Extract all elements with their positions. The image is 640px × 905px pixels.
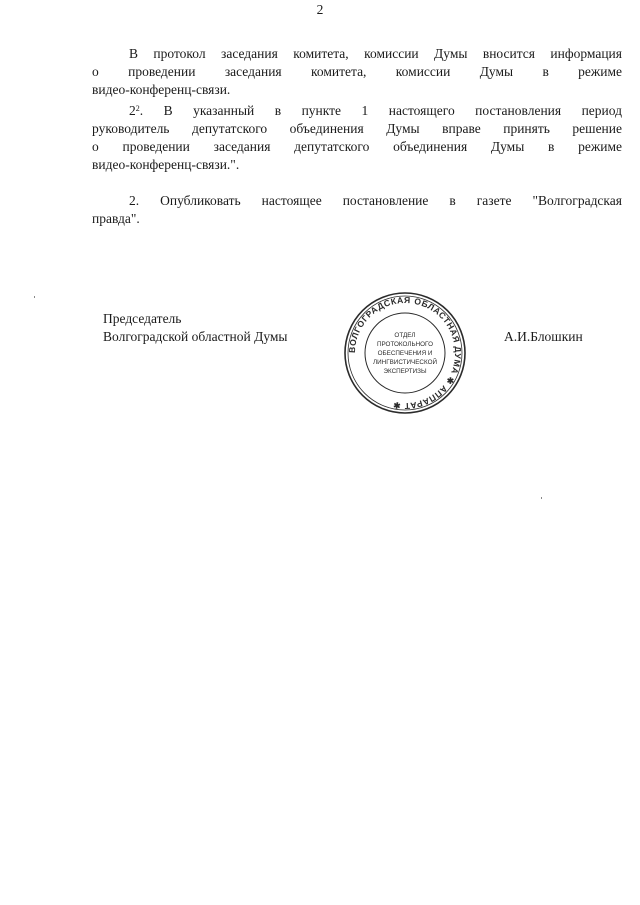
page-number: 2 [316, 2, 324, 17]
paragraph-1-line-2: о проведении заседания комитета, комиссии Думы в режиме [92, 64, 622, 79]
seal-inner-line-1: ОТДЕЛ [394, 332, 416, 339]
paragraph-2-line-3: о проведении заседания депутатского объединения Думы в режиме [92, 139, 622, 154]
scan-speck [34, 296, 35, 298]
paragraph-3-line-1: 2. Опубликовать настоящее постановление в газете "Волгоградская [129, 193, 622, 208]
official-seal [343, 291, 467, 415]
seal-graphic [343, 291, 467, 415]
signatory-title-line-1: Председатель [103, 311, 182, 326]
paragraph-2-line-1 [129, 102, 622, 120]
scan-speck [541, 497, 542, 499]
paragraph-1-line-3: видео-конференц-связи. [92, 82, 231, 97]
signatory-title-line-2: Волгоградской областной Думы [103, 329, 288, 344]
seal-inner-line-2: ПРОТОКОЛЬНОГО [376, 341, 434, 348]
seal-outer-text: ВОЛГОГРАДСКАЯ ОБЛАСТНАЯ ДУМА ✱ АППАРАТ ✱ [346, 294, 464, 412]
signatory-name: А.И.Блошкин [504, 329, 583, 344]
paragraph-2-number-suffix: . [139, 103, 144, 118]
paragraph-2-number: 2 [129, 103, 136, 118]
seal-inner-line-5: ЭКСПЕРТИЗЫ [383, 368, 427, 375]
seal-inner-line-3: ОБЕСПЕЧЕНИЯ И [377, 350, 433, 357]
seal-inner-line-4: ЛИНГВИСТИЧЕСКОЙ [372, 359, 438, 366]
paragraph-2-line-1-text: В указанный в пункте 1 настоящего постановления период [143, 103, 622, 118]
paragraph-1-line-1: В протокол заседания комитета, комиссии Думы вносится информация [129, 46, 622, 61]
paragraph-2-superscript: 2 [135, 104, 140, 113]
paragraph-2-line-2: руководитель депутатского объединения Думы вправе принять решение [92, 121, 622, 136]
paragraph-3-line-2: правда". [92, 211, 140, 226]
paragraph-2-line-4: видео-конференц-связи.". [92, 157, 240, 172]
